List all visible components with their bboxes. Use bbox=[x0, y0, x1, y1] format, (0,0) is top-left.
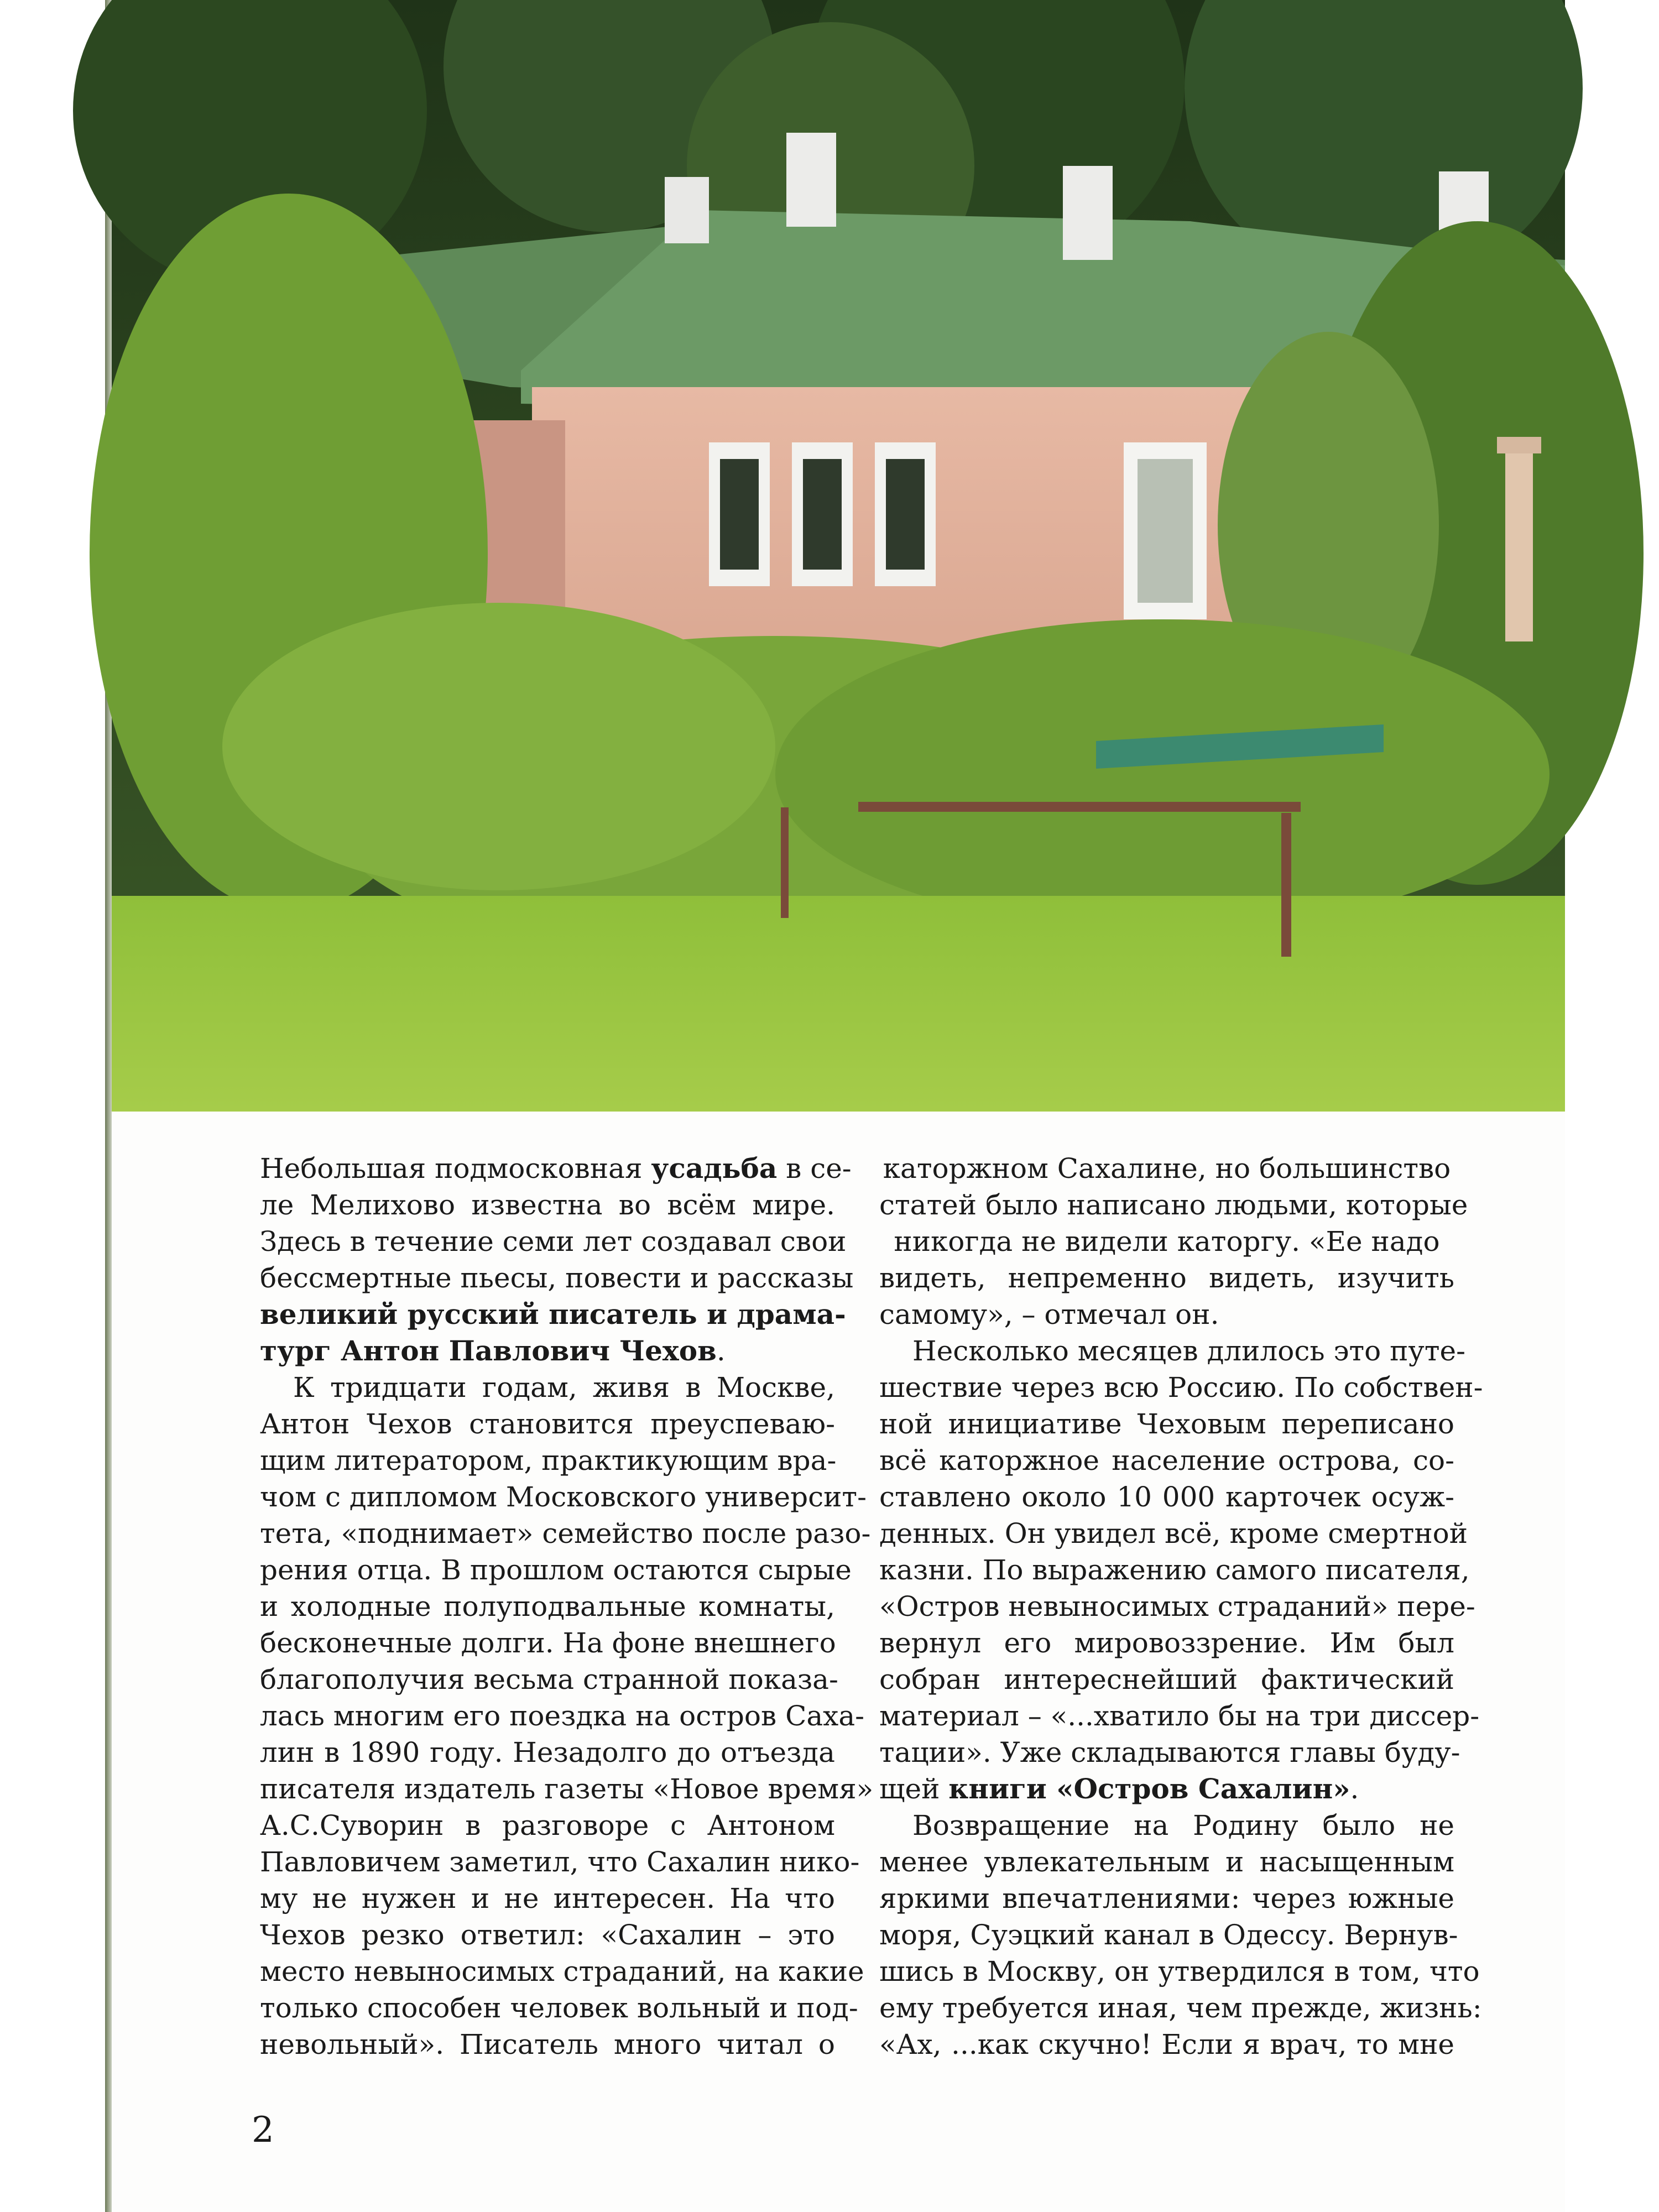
text-line bbox=[879, 1844, 1454, 1880]
text-span: тации». Уже складываются главы буду- bbox=[879, 1736, 1460, 1768]
text-span: Антон Чехов становится преуспеваю- bbox=[260, 1408, 835, 1440]
text-span: менее увлекательным и насыщенным bbox=[879, 1846, 1454, 1878]
text-span: яркими впечатлениями: через южные bbox=[879, 1882, 1454, 1914]
text-span: ле Мелихово известна во всём мире. bbox=[260, 1189, 835, 1221]
text-span: ставлено около 10 000 карточек осуж- bbox=[879, 1481, 1454, 1513]
text-line bbox=[879, 1661, 1454, 1698]
text-line bbox=[260, 1807, 835, 1844]
text-line bbox=[879, 1625, 1454, 1661]
text-span: бесконечные долги. На фоне внешнего bbox=[260, 1627, 836, 1659]
text-line bbox=[879, 1479, 1454, 1515]
text-span: ему требуется иная, чем прежде, жизнь: bbox=[879, 1992, 1482, 2024]
text-span: чом с дипломом Московского университ- bbox=[260, 1481, 867, 1513]
text-line bbox=[879, 1187, 1468, 1223]
text-span: . bbox=[1350, 1773, 1359, 1805]
text-line bbox=[260, 1150, 852, 1187]
text-line bbox=[260, 1406, 835, 1442]
text-span: казни. По выражению самого писателя, bbox=[879, 1554, 1470, 1586]
text-line bbox=[879, 1771, 1454, 1807]
text-line bbox=[260, 1661, 838, 1698]
text-line bbox=[879, 1150, 1454, 1187]
text-line bbox=[879, 1260, 1454, 1296]
text-span: бессмертные пьесы, повести и рассказы bbox=[260, 1262, 854, 1294]
text-span: шествие через всю Россию. По собствен- bbox=[879, 1371, 1483, 1404]
text-span: благополучия весьма странной показа- bbox=[260, 1663, 838, 1695]
text-line bbox=[260, 1296, 846, 1333]
text-span: никогда не видели каторгу. «Ее надо bbox=[894, 1225, 1440, 1258]
text-span: в се- bbox=[777, 1152, 852, 1185]
text-line bbox=[260, 1223, 847, 1260]
text-line bbox=[260, 1369, 835, 1406]
text-line bbox=[260, 2026, 835, 2063]
text-span: щим литератором, практикующим вра- bbox=[260, 1444, 837, 1477]
text-line bbox=[879, 1223, 1454, 1260]
text-span: видеть, непременно видеть, изучить bbox=[879, 1262, 1454, 1294]
text-line bbox=[879, 1442, 1454, 1479]
text-line bbox=[260, 1698, 865, 1734]
text-line bbox=[260, 1734, 835, 1771]
text-span: материал – «...хватило бы на три диссер- bbox=[879, 1700, 1480, 1732]
text-line bbox=[879, 1807, 1454, 1844]
text-line bbox=[260, 1260, 854, 1296]
text-span: лин в 1890 году. Незадолго до отъезда bbox=[260, 1736, 835, 1768]
text-span: рения отца. В прошлом остаются сырые bbox=[260, 1554, 852, 1586]
text-line bbox=[260, 1479, 867, 1515]
text-line bbox=[879, 1880, 1454, 1917]
text-line bbox=[260, 1588, 835, 1625]
text-span: самому», – отмечал он. bbox=[879, 1298, 1219, 1331]
text-line bbox=[879, 1734, 1460, 1771]
house-photo-illustration bbox=[112, 0, 1565, 1112]
text-line bbox=[879, 1917, 1458, 1953]
text-span: шись в Москву, он утвердился в том, что bbox=[879, 1955, 1480, 1987]
text-line bbox=[260, 1990, 858, 2026]
text-span: вернул его мировоззрение. Им был bbox=[879, 1627, 1454, 1659]
text-span: Несколько месяцев длилось это путе- bbox=[912, 1335, 1465, 1367]
text-span: «Остров невыносимых страданий» пере- bbox=[879, 1590, 1475, 1623]
text-line bbox=[879, 2026, 1454, 2063]
page-margin-left bbox=[0, 0, 105, 2212]
text-span: писателя издатель газеты «Новое время» bbox=[260, 1773, 874, 1805]
text-span: каторжном Сахалине, но большинство bbox=[883, 1152, 1451, 1185]
text-span: му не нужен и не интересен. На что bbox=[260, 1882, 835, 1914]
text-span: собран интереснейший фактический bbox=[879, 1663, 1454, 1695]
text-line bbox=[260, 1953, 864, 1990]
text-line bbox=[260, 1187, 835, 1223]
text-line bbox=[879, 1698, 1480, 1734]
text-line bbox=[260, 1515, 871, 1552]
text-span: денных. Он увидел всё, кроме смертной bbox=[879, 1517, 1468, 1550]
bold-text-span: усадьба bbox=[651, 1152, 778, 1185]
text-line bbox=[879, 1953, 1480, 1990]
text-span: А.С.Суворин в разговоре с Антоном bbox=[260, 1809, 835, 1841]
text-span: лась многим его поездка на остров Саха- bbox=[260, 1700, 865, 1732]
text-span: Павловичем заметил, что Сахалин нико- bbox=[260, 1846, 860, 1878]
text-line bbox=[260, 1771, 874, 1807]
text-span: Возвращение на Родину было не bbox=[912, 1809, 1454, 1841]
text-line bbox=[879, 1552, 1470, 1588]
article-column-right bbox=[879, 1150, 1483, 2063]
text-span: всё каторжное население острова, со- bbox=[879, 1444, 1454, 1477]
text-span: Небольшая подмосковная bbox=[260, 1152, 651, 1185]
text-span: невольный». Писатель много читал о bbox=[260, 2028, 835, 2060]
article-column-left bbox=[260, 1150, 874, 2063]
text-span: тета, «поднимает» семейство после разо- bbox=[260, 1517, 871, 1550]
text-line bbox=[879, 1515, 1468, 1552]
house-photo bbox=[112, 0, 1565, 1112]
text-span: К тридцати годам, живя в Москве, bbox=[293, 1371, 835, 1404]
text-line bbox=[260, 1552, 852, 1588]
text-line bbox=[879, 1296, 1454, 1333]
text-line bbox=[260, 1917, 835, 1953]
text-span: статей было написано людьми, которые bbox=[879, 1189, 1468, 1221]
page-spine-edge bbox=[105, 0, 112, 2212]
text-line bbox=[260, 1625, 835, 1661]
text-line bbox=[879, 1333, 1465, 1369]
text-line bbox=[260, 1333, 835, 1369]
text-line bbox=[879, 1406, 1454, 1442]
text-span: ной инициативе Чеховым переписано bbox=[879, 1408, 1454, 1440]
text-span: моря, Суэцкий канал в Одессу. Вернув- bbox=[879, 1919, 1458, 1951]
text-span: . bbox=[716, 1335, 726, 1367]
bold-text-span: тург Антон Павлович Чехов bbox=[260, 1334, 717, 1367]
text-line bbox=[260, 1844, 860, 1880]
bold-text-span: великий русский писатель и драма- bbox=[260, 1298, 846, 1331]
text-line bbox=[879, 1369, 1483, 1406]
text-span: Здесь в течение семи лет создавал свои bbox=[260, 1225, 847, 1258]
text-span: щей bbox=[879, 1773, 949, 1805]
text-span: место невыносимых страданий, на какие bbox=[260, 1955, 864, 1987]
text-span: и холодные полуподвальные комнаты, bbox=[260, 1590, 835, 1623]
text-line bbox=[260, 1880, 835, 1917]
text-line bbox=[260, 1442, 835, 1479]
page-number: 2 bbox=[252, 2110, 274, 2151]
bold-text-span: книги «Остров Сахалин» bbox=[948, 1772, 1350, 1805]
text-span: Чехов резко ответил: «Сахалин – это bbox=[260, 1919, 835, 1951]
text-span: «Ах, ...как скучно! Если я врач, то мне bbox=[879, 2028, 1454, 2060]
text-line bbox=[879, 1588, 1475, 1625]
text-line bbox=[879, 1990, 1482, 2026]
text-span: только способен человек вольный и под- bbox=[260, 1992, 858, 2024]
